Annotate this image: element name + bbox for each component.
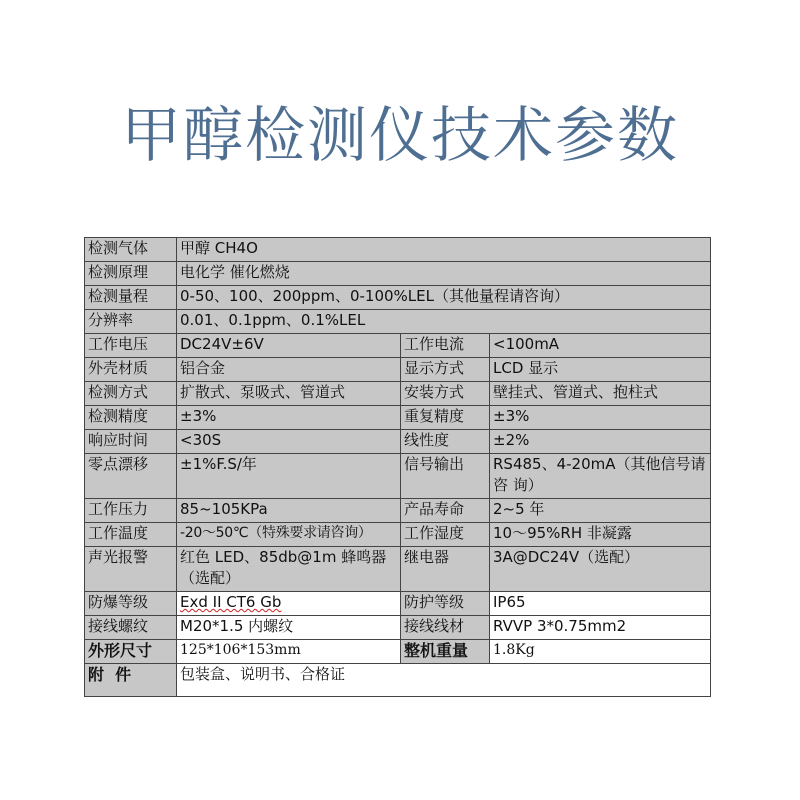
table-row [85, 499, 711, 523]
param-label: 声光报警 [85, 547, 177, 592]
param-value: 0.01、0.1ppm、0.1%LEL [177, 310, 711, 334]
table-row [85, 358, 711, 382]
table-row [85, 286, 711, 310]
param-value: 电化学 催化燃烧 [177, 262, 711, 286]
param-label: 检测量程 [85, 286, 177, 310]
param-label: 线性度 [401, 430, 490, 454]
param-label: 外形尺寸 [85, 640, 177, 664]
param-label: 检测方式 [85, 382, 177, 406]
table-row [85, 406, 711, 430]
param-label: 重复精度 [401, 406, 490, 430]
table-row [85, 640, 711, 664]
param-label: 防爆等级 [85, 592, 177, 616]
param-label: 工作压力 [85, 499, 177, 523]
table-row [85, 454, 711, 499]
param-value: ±3% [490, 406, 711, 430]
table-row [85, 262, 711, 286]
param-label: 工作温度 [85, 523, 177, 547]
param-label: 工作电流 [401, 334, 490, 358]
param-label: 外壳材质 [85, 358, 177, 382]
param-value: 壁挂式、管道式、抱柱式 [490, 382, 711, 406]
param-value: M20*1.5 内螺纹 [177, 616, 401, 640]
param-label: 信号输出 [401, 454, 490, 499]
param-value: 包装盒、说明书、合格证 [177, 664, 711, 697]
param-label: 零点漂移 [85, 454, 177, 499]
table-row [85, 334, 711, 358]
param-value: 3A@DC24V（选配） [490, 547, 711, 592]
param-value: RS485、4-20mA（其他信号请咨 询） [490, 454, 711, 499]
param-value: 铝合金 [177, 358, 401, 382]
table-row [85, 310, 711, 334]
table-row [85, 238, 711, 262]
table-row [85, 382, 711, 406]
param-value: 0-50、100、200ppm、0-100%LEL（其他量程请咨询） [177, 286, 711, 310]
param-label: 响应时间 [85, 430, 177, 454]
param-value: 85~105KPa [177, 499, 401, 523]
param-value: ±3% [177, 406, 401, 430]
param-label: 接线螺纹 [85, 616, 177, 640]
param-label: 接线线材 [401, 616, 490, 640]
param-value [177, 592, 401, 616]
param-value: 1.8Kg [490, 640, 711, 664]
explosion-rating-text: Exd II CT6 Gb [180, 593, 282, 611]
param-value: RVVP 3*0.75mm2 [490, 616, 711, 640]
param-value: DC24V±6V [177, 334, 401, 358]
param-label: 工作湿度 [401, 523, 490, 547]
param-value: 2~5 年 [490, 499, 711, 523]
param-label: 分辨率 [85, 310, 177, 334]
param-value: 红色 LED、85db@1m 蜂鸣器（选配） [177, 547, 401, 592]
table-row [85, 430, 711, 454]
param-label: 附 件 [85, 664, 177, 697]
param-label: 检测精度 [85, 406, 177, 430]
param-label: 检测气体 [85, 238, 177, 262]
table-row [85, 547, 711, 592]
table-row [85, 664, 711, 697]
param-value: -20～50℃（特殊要求请咨询） [177, 523, 401, 547]
param-label: 检测原理 [85, 262, 177, 286]
param-value: ±1%F.S/年 [177, 454, 401, 499]
param-label: 继电器 [401, 547, 490, 592]
param-value: IP65 [490, 592, 711, 616]
table-row [85, 616, 711, 640]
param-value: 125*106*153mm [177, 640, 401, 664]
page-title: 甲醇检测仪技术参数 [121, 101, 679, 171]
param-label: 产品寿命 [401, 499, 490, 523]
param-value: ±2% [490, 430, 711, 454]
param-value: 10～95%RH 非凝露 [490, 523, 711, 547]
param-label: 显示方式 [401, 358, 490, 382]
param-label: 工作电压 [85, 334, 177, 358]
table-row [85, 523, 711, 547]
param-value: LCD 显示 [490, 358, 711, 382]
param-label: 整机重量 [401, 640, 490, 664]
param-value: 甲醇 CH4O [177, 238, 711, 262]
param-value: 扩散式、泵吸式、管道式 [177, 382, 401, 406]
param-value: <30S [177, 430, 401, 454]
spec-table [84, 237, 711, 697]
param-label: 防护等级 [401, 592, 490, 616]
table-row [85, 592, 711, 616]
param-label: 安装方式 [401, 382, 490, 406]
param-value: <100mA [490, 334, 711, 358]
